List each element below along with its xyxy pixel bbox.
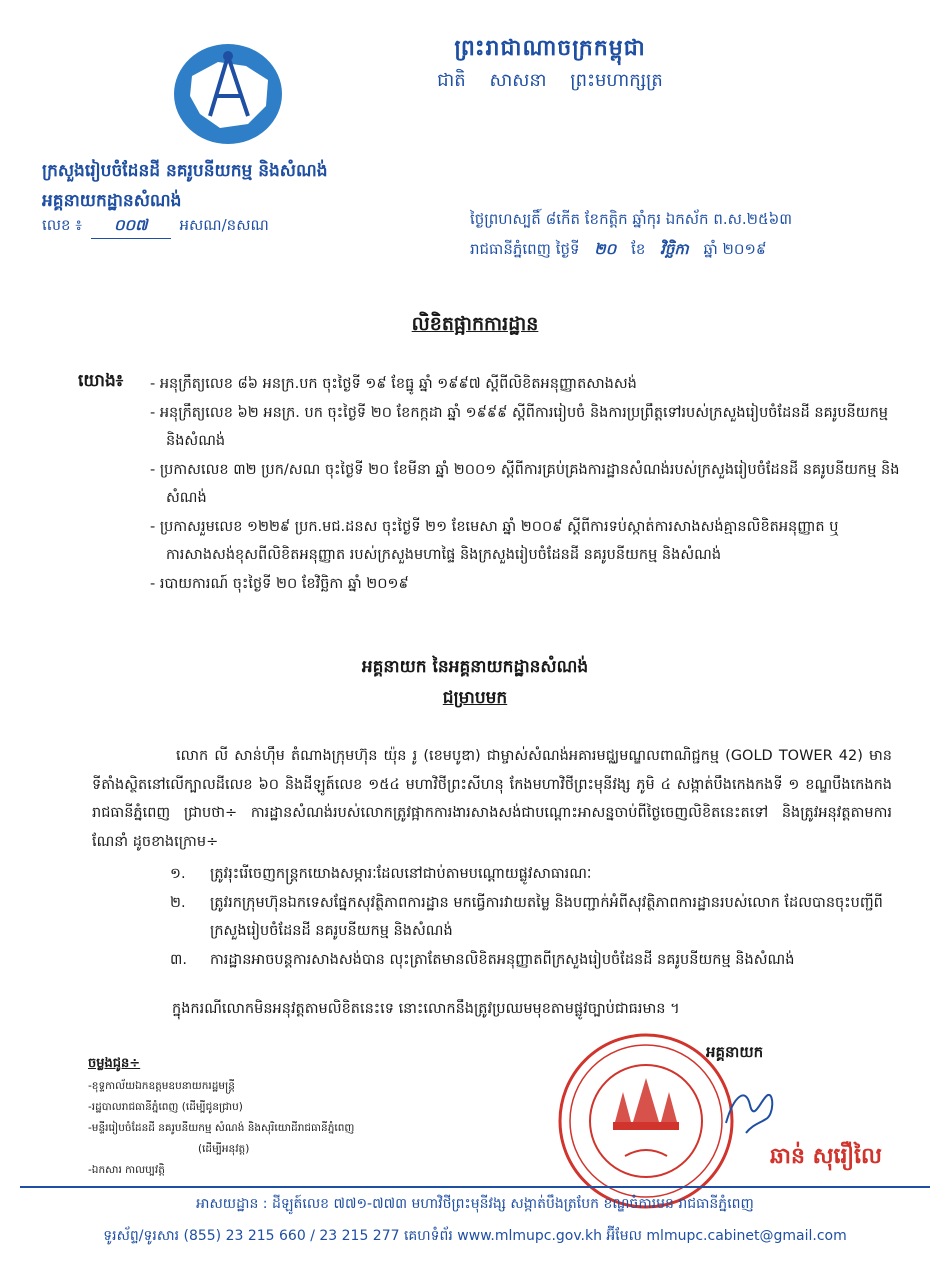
basis-item: - អនុក្រឹត្យលេខ ៨៦ អនក្រ.បក ចុះថ្ងៃទី ១៩ ខែធ្នូ ឆ្នាំ ១៩៩៧ ស្ដីពីលិខិតអនុញ្ញាតសាងសង់ — [150, 376, 637, 392]
instruction-number: ៣. — [170, 951, 187, 968]
lunar-date: ថ្ងៃព្រហស្បតិ៍ ៨កើត ខែកត្តិក ឆ្នាំកុរ ឯកស័ក ព.ស.២៥៦៣ — [470, 210, 793, 228]
instruction-text: ត្រូវរកក្រុមហ៊ុនឯកទេសផ្នែកសុវត្ថិភាពការដ្ឋាន មកធ្វើការវាយតម្លៃ និងបញ្ជាក់អំពីសុវត្ថិភាពការដ្ឋានរបស់លោក ដែលបានចុះបញ្ជីពីក្រសួងរៀបចំដែនដី នគរូបនីយកម្ម និងសំណង់ — [210, 894, 883, 939]
signer-heading: អគ្គនាយក នៃអគ្គនាយកដ្ឋានសំណង់ — [361, 657, 589, 677]
instruction-item — [170, 860, 890, 889]
instruction-item — [170, 946, 890, 975]
footer-contact: ទូរស័ព្ទ/ទូរសារ (855) 23 215 660 / 23 215 277 គេហទំព័រ www.mlmupc.gov.kh អ៊ីមែល mlmupc.cabinet@gmail.com — [103, 1228, 847, 1244]
recipient-item: -ខុទ្ទកាល័យឯកឧត្ដមឧបនាយករដ្ឋមន្ត្រី — [88, 1080, 235, 1092]
document-title-text: លិខិតផ្អាកការដ្ឋាន — [411, 313, 539, 335]
ref-suffix: អសណ/នសណ — [179, 216, 269, 234]
recipient-item: -រដ្ឋបាលរាជធានីភ្នំពេញ (ដើម្បីជូនជ្រាប) — [88, 1101, 243, 1113]
basis-item: - ប្រកាសរួមលេខ ១២២៩ ប្រក.មជ.ដនស ចុះថ្ងៃទី ២១ ខែមេសា ឆ្នាំ ២០០៩ ស្ដីពីការទប់ស្កាត់ការសាងសង់គ្មានលិខិតអនុញ្ញាត ឬ ការសាងសង់ខុសពីលិខិតអនុញ្ញាត របស់ក្រសួងមហាផ្ទៃ និងក្រសួងរៀបចំដែនដី នគរូបនីយកម្ម និងសំណង់ — [150, 518, 839, 563]
body-paragraph — [92, 742, 892, 856]
basis-item: - អនុក្រឹត្យលេខ ៦២ អនក្រ. បក ចុះថ្ងៃទី ២០ ខែកក្កដា ឆ្នាំ ១៩៩៩ ស្ដីពីការរៀបចំ និងការប្រព្រឹត្តទៅរបស់ក្រសួងរៀបចំដែនដី នគរូបនីយកម្ម និងសំណង់ — [150, 404, 888, 449]
solar-month-label: ខែ — [631, 240, 646, 258]
recipients-list — [88, 1076, 354, 1181]
recipient-item: -មន្ទីររៀបចំដែនដី នគរូបនីយកម្ម សំណង់ និងសុរិយោដីរាជធានីភ្នំពេញ — [88, 1122, 355, 1134]
instruction-list — [170, 860, 890, 974]
footer-divider — [20, 1186, 930, 1188]
instruction-number: ២. — [170, 894, 186, 911]
instruction-text: ត្រូវរុះរើចេញកន្ត្រកយោងសម្ភារៈដែលនៅជាប់តាមបណ្ដោយផ្លូវសាធារណៈ — [210, 866, 592, 882]
recipient-item: -ឯកសារ កាលប្បវត្តិ — [88, 1164, 165, 1176]
signatory-title: អគ្គនាយក — [706, 1043, 764, 1061]
ref-prefix: លេខ ៖ — [42, 216, 82, 234]
instruction-text: ការដ្ឋានអាចបន្តការសាងសង់បាន លុះត្រាតែមានលិខិតអនុញ្ញាតពីក្រសួងរៀបចំដែនដី នគរូបនីយកម្ម និងសំណង់ — [210, 951, 795, 968]
ref-number: ០០៧ — [91, 216, 171, 239]
document-title — [0, 312, 950, 340]
basis-item: - ប្រកាសលេខ ៣២ ប្រក/សណ ចុះថ្ងៃទី ២០ ខែមីនា ឆ្នាំ ២០០១ ស្ដីពីការគ្រប់គ្រងការដ្ឋានសំណង់របស់ក្រសួងរៀបចំដែនដី នគរូបនីយកម្ម និងសំណង់ — [150, 461, 900, 506]
kingdom-title: ព្រះរាជាណាចក្រកម្ពុជា — [454, 36, 646, 61]
instruction-number: ១. — [170, 866, 186, 882]
solar-date — [470, 240, 767, 262]
solar-month: វិច្ឆិកា — [660, 240, 689, 258]
recipient-item: (ដើម្បីអនុវត្ត) — [198, 1143, 250, 1155]
ministry-name: ក្រសួងរៀបចំដែនដី នគរូបនីយកម្ម និងសំណង់ — [42, 161, 328, 181]
basis-item: - របាយការណ៍ ចុះថ្ងៃទី ២០ ខែវិច្ឆិកា ឆ្នាំ ២០១៩ — [150, 575, 409, 592]
notify-heading — [0, 687, 950, 712]
notify-heading-text: ជម្រាបមក — [442, 688, 508, 708]
solar-day: ២០ — [594, 240, 617, 258]
recipients-heading: ចម្លងជូន÷ — [88, 1056, 141, 1071]
solar-year: ឆ្នាំ ២០១៩ — [703, 240, 767, 258]
footer-address: អាសយដ្ឋាន : ដីឡូត៍លេខ ៧៧១-៧៧៣ មហាវិថីព្រះមុនីវង្ស សង្កាត់បឹងត្របែក ខណ្ឌចំការមន រាជធានីភ្នំពេញ — [196, 1196, 754, 1212]
basis-label: យោង៖ — [78, 371, 124, 391]
reference-number — [42, 216, 269, 239]
basis-list — [150, 370, 910, 598]
body-text: លោក លី សាន់ហ៊ឹម តំណាងក្រុមហ៊ុន យ៉ុន រូ (ខេមបូឌា) ជាម្ចាស់សំណង់អគារមជ្ឈមណ្ឌលពាណិជ្ជកម្ម (GOLD TOWER 42) មានទីតាំងស្ថិតនៅលើក្បាលដីលេខ ៦០ និងដីឡូត៍លេខ ១៥៤ មហាវិថីព្រះសីហនុ កែងមហាវិថីព្រះមុនីវង្ស ភូមិ ៤ សង្កាត់បឹងកេងកងទី ១ ខណ្ឌបឹងកេងកង រាជធានីភ្នំពេញ ជ្រាបថា÷ ការដ្ឋានសំណង់របស់លោកត្រូវផ្អាកការងារសាងសង់ជាបណ្ដោះអាសន្នចាប់ពីថ្ងៃចេញលិខិតនេះតទៅ និងត្រូវអនុវត្តតាមការណែនាំ ដូចខាងក្រោម÷ — [92, 748, 892, 850]
solar-prefix: រាជធានីភ្នំពេញ ថ្ងៃទី — [470, 240, 580, 258]
national-motto: ជាតិ សាសនា ព្រះមហាក្សត្រ — [437, 70, 663, 91]
ministry-logo — [170, 40, 286, 148]
instruction-item — [170, 889, 890, 946]
signatory-name: ឆាន់ សុរឿលៃ — [770, 1144, 882, 1169]
closing-statement: ក្នុងករណីលោកមិនអនុវត្តតាមលិខិតនេះទេ នោះលោកនឹងត្រូវប្រឈមមុខតាមផ្លូវច្បាប់ជាធរមាន ។ — [172, 1001, 680, 1017]
handwritten-signature — [716, 1075, 786, 1145]
department-name: អគ្គនាយកដ្ឋានសំណង់ — [42, 191, 182, 211]
